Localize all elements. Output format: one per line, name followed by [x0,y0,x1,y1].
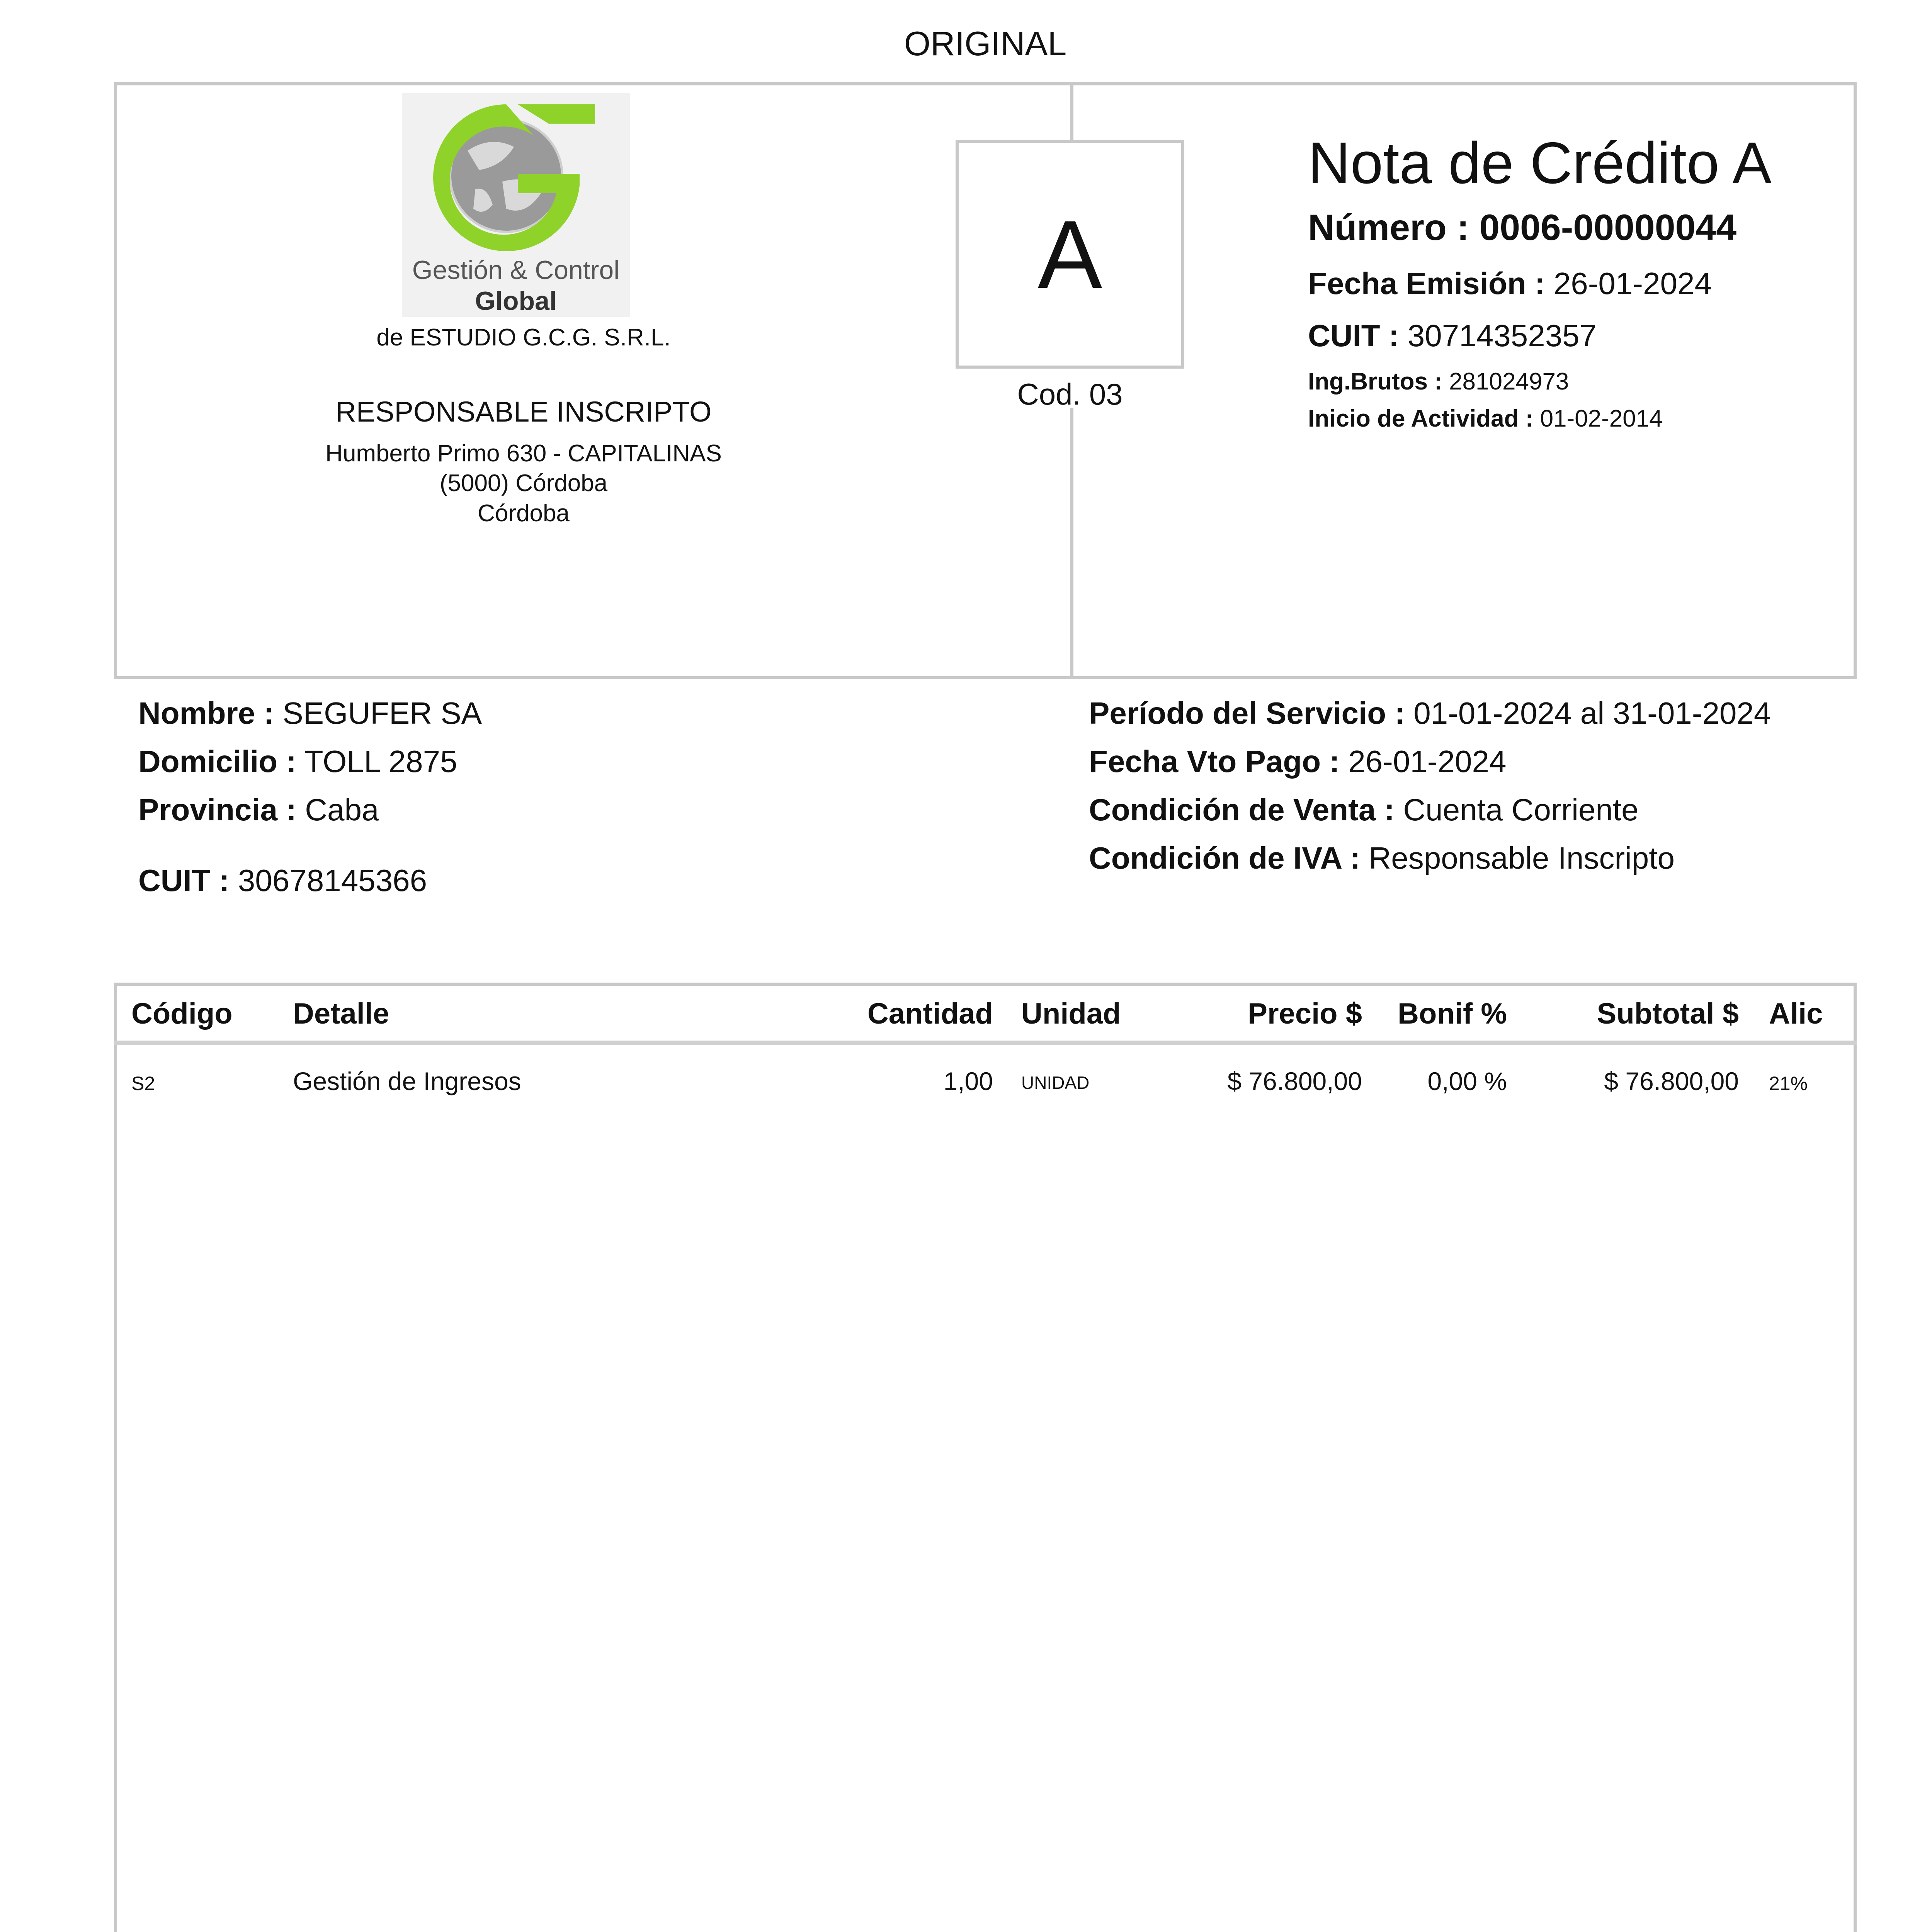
cell-unidad: UNIDAD [1021,1073,1090,1093]
issuer-start-date: Inicio de Actividad : 01-02-2014 [1308,405,1663,432]
issuer-tax-condition: RESPONSABLE INSCRIPTO [335,396,712,428]
iva-condition: Condición de IVA : Responsable Inscripto [1089,841,1675,875]
header-divider-top [1070,82,1073,140]
issuer-address-2: (5000) Córdoba [439,470,608,497]
cell-detalle: Gestión de Ingresos [293,1067,521,1095]
issuer-address-1: Humberto Primo 630 - CAPITALINAS [325,440,722,467]
issuer-iibb: Ing.Brutos : 281024973 [1308,368,1569,395]
issuer-address-3: Córdoba [478,500,570,527]
header-divider-bottom [1070,408,1073,678]
doc-number: Número : 0006-00000044 [1308,207,1737,248]
cell-precio: $ 76.800,00 [1227,1067,1362,1095]
col-precio: Precio $ [1248,997,1362,1030]
cell-codigo: S2 [131,1073,155,1094]
doc-code: Cod. 03 [1017,377,1123,411]
copy-label: ORIGINAL [904,24,1067,63]
table-header-rule [114,1041,1857,1045]
cell-bonif: 0,00 % [1427,1067,1507,1095]
cell-subtotal: $ 76.800,00 [1604,1067,1739,1095]
client-cuit: CUIT : 30678145366 [138,863,427,898]
doc-letter-box [956,140,1184,369]
issuer-cuit: CUIT : 30714352357 [1308,318,1597,353]
cell-alic: 21% [1769,1073,1808,1094]
payment-due-date: Fecha Vto Pago : 26-01-2024 [1089,744,1507,779]
col-cantidad: Cantidad [867,997,993,1030]
doc-title: Nota de Crédito A [1308,130,1772,196]
items-table [114,983,1857,1932]
client-address: Domicilio : TOLL 2875 [138,744,457,779]
doc-date: Fecha Emisión : 26-01-2024 [1308,266,1712,301]
cell-cantidad: 1,00 [943,1067,993,1095]
client-name: Nombre : SEGUFER SA [138,696,482,730]
col-detalle: Detalle [293,997,389,1030]
doc-letter: A [1037,200,1102,308]
col-unidad: Unidad [1021,997,1121,1030]
company-logo [402,93,630,317]
client-province: Provincia : Caba [138,793,379,827]
logo-line1: Gestión & Control [412,255,620,285]
sale-condition: Condición de Venta : Cuenta Corriente [1089,793,1639,827]
logo-line2: Global [475,286,557,316]
service-period: Período del Servicio : 01-01-2024 al 31-01-2024 [1089,696,1771,730]
col-bonif: Bonif % [1398,997,1507,1030]
col-codigo: Código [131,997,233,1030]
col-alic: Alic [1769,997,1823,1030]
issuer-company: de ESTUDIO G.C.G. S.R.L. [376,324,671,351]
col-subtotal: Subtotal $ [1597,997,1739,1030]
